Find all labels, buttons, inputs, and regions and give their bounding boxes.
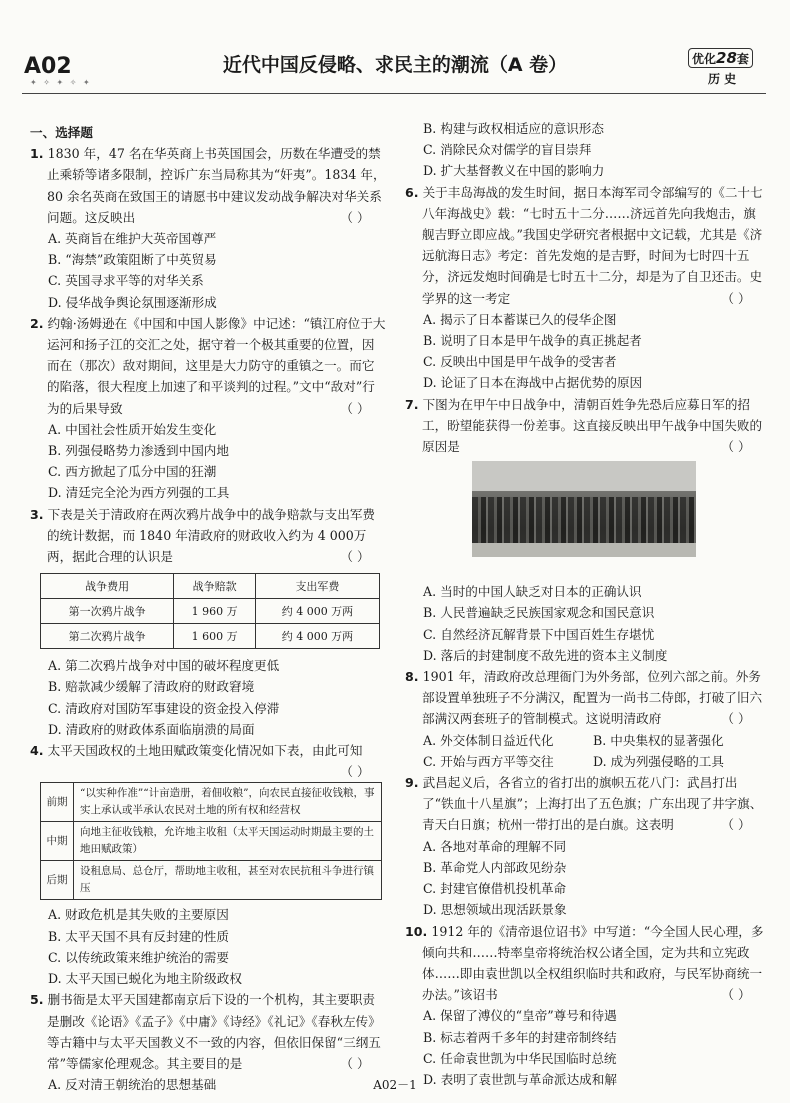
question-5: 5. 删书衙是太平天国建都南京后下设的一个机构，其主要职责是删改《论语》《孟子》《中庸》《诗经》《礼记》《春秋左传》等古籍中与太平天国教义不一致的内容，但依旧保留“三纲五常”等儒家伦理观念。其主要目的是 （ ）: [30, 992, 381, 1071]
section-title: 一、选择题: [30, 125, 93, 140]
option: C. 以传统政策来维护统治的需要: [48, 949, 229, 965]
option: B. 标志着两千多年的封建帝制终结: [423, 1029, 617, 1045]
question-8: 8. 1901 年，清政府改总理衙门为外务部，位列六部之前。外务部设置单独班子不分满汉，配置为一尚书二侍郎，打破了旧六部满汉两套班子的管制模式。这说明清政府 （ ）: [405, 669, 763, 727]
question-2: 2. 约翰·汤姆逊在《中国和中国人影像》中记述：“镇江府位于大运河和扬子江的交汇之处，据守着一个极其重要的位置，因而在（那次）敌对期间，这里是大力防守的重镇之一。而它的陷落，很大程度上加速了和平谈判的过程。”文中“敌对”行为的后果导致 （ ）: [30, 315, 386, 416]
left-column: [30, 122, 386, 1095]
page-number: A02－1: [373, 1078, 417, 1092]
table-row: 后期 设租息局、总仓厅，帮助地主收租，甚至对农民抗租斗争进行镇压: [41, 861, 382, 900]
table-row: 前期 “以实种作准”“计亩造册，着佃收粮”，向农民直接征收钱粮，事实上承认或半承认农民对土地的所有权和经营权: [41, 783, 382, 822]
option: D. 清廷完全沦为西方列强的工具: [48, 485, 230, 501]
option: B. “海禁”政策阻断了中英贸易: [48, 252, 217, 268]
option: D. 论证了日本在海战中占据优势的原因: [423, 375, 643, 391]
question-4: 4. 太平天国政权的土地田赋政策变化情况如下表，由此可知 （ ）: [30, 743, 370, 780]
option-row: C. 开始与西方平等交往 D. 成为列强侵略的工具: [423, 753, 724, 769]
option: C. 清政府对国防军事建设的资金投入停滞: [48, 700, 280, 716]
land-policy-table: [40, 782, 382, 900]
option: D. 太平天国已蜕化为地主阶级政权: [48, 971, 242, 987]
option: B. 说明了日本是甲午战争的真正挑起者: [423, 333, 642, 349]
decorative-dots: ✦ ✧ ✦ ✧ ✦: [30, 78, 92, 87]
photo-ground: [472, 543, 696, 557]
question-3: 3. 下表是关于清政府在两次鸦片战争中的战争赔款与支出军费的统计数据，而 1840 年清政府的财政收入约为 4 000万两，据此合理的认识是 （ ）: [30, 506, 376, 565]
option: B. 革命党人内部政见纷杂: [423, 859, 567, 875]
option: B. 赔款减少缓解了清政府的财政窘境: [48, 679, 255, 695]
indemnity-table: [40, 573, 380, 649]
option: A. 各地对革命的理解不同: [423, 838, 567, 854]
option: B. 人民普遍缺乏民族国家观念和国民意识: [423, 605, 655, 621]
option: D. 思想领域出现活跃景象: [423, 902, 567, 918]
header-divider: [22, 93, 766, 94]
paper-code: A02: [24, 54, 72, 79]
option: C. 任命袁世凯为中华民国临时总统: [423, 1050, 617, 1066]
option: C. 消除民众对儒学的盲目崇拜: [423, 142, 592, 158]
option: A. 揭示了日本蓄谋已久的侵华企图: [423, 311, 617, 327]
right-column: [405, 118, 767, 1090]
option: C. 英国寻求平等的对华关系: [48, 273, 204, 289]
option: D. 清政府的财政体系面临崩溃的局面: [48, 721, 255, 737]
option: A. 第二次鸦片战争对中国的破坏程度更低: [48, 658, 280, 674]
crowd-photo: [472, 461, 696, 557]
option: D. 落后的封建制度不敌先进的资本主义制度: [423, 647, 668, 663]
option: C. 封建官僚借机投机革命: [423, 881, 567, 897]
option: A. 财政危机是其失败的主要原因: [48, 907, 229, 923]
table-row: 第一次鸦片战争 1 960 万 约 4 000 万两: [41, 599, 380, 624]
table-row: 中期 向地主征收钱粮，允许地主收租（太平天国运动时期最主要的土地田赋政策）: [41, 822, 382, 861]
option: A. 反对清王朝统治的思想基础: [48, 1077, 217, 1093]
brand-badge: 优化28套: [688, 48, 753, 68]
question-6: 6. 关于丰岛海战的发生时间，据日本海军司令部编写的《二十七八年海战史》载：“七时五十二分……济远首先向我炮击，旗舰吉野立即应战。”我国史学研究者根据中文记载，尤其是《济远航海日志》考定：首先发炮的是吉野，时间为七时四十五分，济远发炮时间确是七时五十二分，却是为了自卫还击。史学界的这一考定 （ ）: [405, 184, 763, 306]
question-9: 9. 武昌起义后，各省立的省打出的旗帜五花八门：武昌打出了“铁血十八星旗”；上海打出了五色旗；广东出现了井字旗、青天白日旗；杭州一带打出的是白旗。这表明 （ ）: [405, 775, 763, 833]
option: A. 保留了溥仪的“皇帝”尊号和待遇: [423, 1008, 617, 1024]
table-header-row: 战争费用 战争赔款 支出军费: [41, 574, 380, 599]
option-row: A. 外交体制日益近代化 B. 中央集权的显著强化: [423, 732, 724, 748]
table-row: 第二次鸦片战争 1 600 万 约 4 000 万两: [41, 624, 380, 649]
brand-logo: [688, 48, 754, 86]
question-10: 10. 1912 年的《清帝退位诏书》中写道：“今全国人民心理，多倾向共和……特率皇帝将统治权公诸全国，定为共和立宪政体……即由袁世凯以全权组织临时共和政府，与民军协商统一办法。”该诏书 （ ）: [405, 923, 764, 1003]
option: D. 扩大基督教义在中国的影响力: [423, 163, 605, 179]
option: C. 西方掀起了瓜分中国的狂潮: [48, 464, 217, 480]
option: B. 列强侵略势力渗透到中国内地: [48, 443, 229, 459]
option: C. 反映出中国是甲午战争的受害者: [423, 354, 617, 370]
option: A. 英商旨在维护大英帝国尊严: [48, 231, 217, 247]
option: A. 当时的中国人缺乏对日本的正确认识: [423, 584, 642, 600]
question-1: 1. 1830 年，47 名在华英商上书英国国会，历数在华遭受的禁止乘轿等诸多限制，控诉广东当局称其为“奸夷”。1834 年，80 余名英商在致国王的请愿书中建议发动战争解决对华关系问题。这反映出 （ ）: [30, 146, 386, 225]
option: D. 表明了袁世凯与革命派达成和解: [423, 1071, 617, 1087]
option: D. 侵华战争舆论氛围逐渐形成: [48, 294, 217, 310]
subject-label: 历 史: [708, 72, 737, 86]
question-7: 7. 下图为在甲午中日战争中，清朝百姓争先恐后应募日军的招工，盼望能获得一份差事。这直接反映出甲午战争中国失败的原因是 （ ）: [405, 396, 763, 455]
photo-sky: [472, 461, 696, 491]
page-title: 近代中国反侵略、求民主的潮流（A 卷）: [222, 54, 568, 76]
option: A. 中国社会性质开始发生变化: [48, 421, 217, 437]
option: B. 太平天国不具有反封建的性质: [48, 928, 229, 944]
option: C. 自然经济瓦解背景下中国百姓生存堪忧: [423, 626, 655, 642]
option: B. 构建与政权相适应的意识形态: [423, 121, 604, 136]
